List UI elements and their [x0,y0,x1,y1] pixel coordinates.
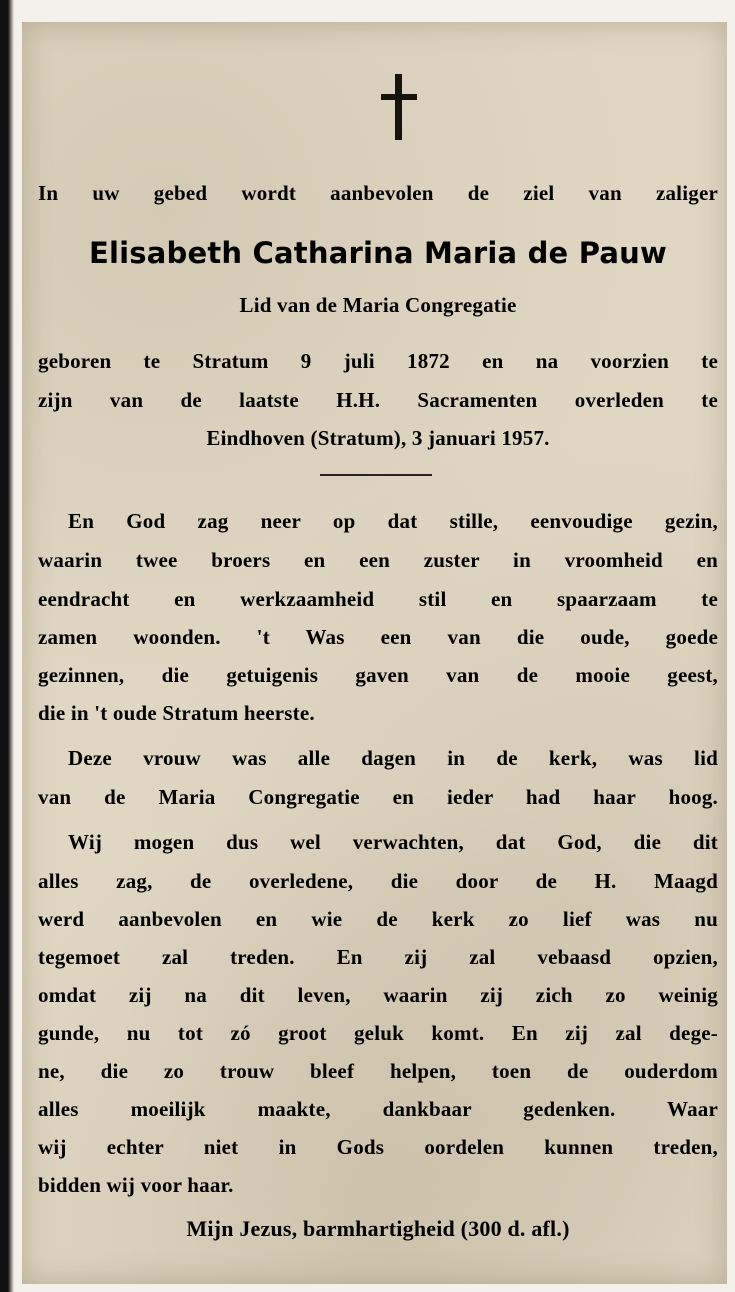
deceased-name: Elisabeth Catharina Maria de Pauw [89,236,667,270]
paragraph-line: gunde, nu tot zó groot geluk komt. En zij zal dege- [38,1021,718,1045]
paragraph-line: eendracht en werkzaamheid stil en spaarzaam te [38,587,718,611]
birth-line: zijn van de laatste H.H. Sacramenten overleden te [38,388,718,412]
paragraph-line: gezinnen, die getuigenis gaven van de mooie geest, [38,663,718,687]
paragraph-line: Wij mogen dus wel verwachten, dat God, die dit [68,830,718,854]
paragraph-line: van de Maria Congregatie en ieder had haar hoog. [38,785,718,809]
paragraph-line: Deze vrouw was alle dagen in de kerk, was lid [68,746,718,770]
divider-rule [320,474,432,476]
paragraph-line: tegemoet zal treden. En zij zal vebaasd opzien, [38,945,718,969]
paragraph-line: omdat zij na dit leven, waarin zij zich zo weinig [38,983,718,1007]
paragraph-line: die in 't oude Stratum heerste. [38,701,315,725]
paragraph-line: zamen woonden. 't Was een van die oude, goede [38,625,718,649]
intro-line: In uw gebed wordt aanbevolen de ziel van zaliger [38,181,718,205]
paragraph-line: werd aanbevolen en wie de kerk zo lief was nu [38,907,718,931]
cross-icon [379,72,419,142]
paragraph-line: En God zag neer op dat stille, eenvoudige gezin, [68,509,718,533]
paragraph-line: bidden wij voor haar. [38,1173,234,1197]
paragraph-line: waarin twee broers en een zuster in vroomheid en [38,548,718,572]
paragraph-line: alles zag, de overledene, die door de H. Maagd [38,869,718,893]
closing-prayer: Mijn Jezus, barmhartigheid (300 d. afl.) [186,1216,570,1241]
paragraph-line: wij echter niet in Gods oordelen kunnen treden, [38,1135,718,1159]
birth-line: Eindhoven (Stratum), 3 januari 1957. [206,426,550,450]
memorial-card [22,22,727,1284]
paragraph-line: alles moeilijk maakte, dankbaar gedenken. Waar [38,1097,718,1121]
birth-line: geboren te Stratum 9 juli 1872 en na voorzien te [38,349,718,373]
left-edge-shadow [0,0,14,1292]
paragraph-line: ne, die zo trouw bleef helpen, toen de ouderdom [38,1059,718,1083]
role-line: Lid van de Maria Congregatie [239,293,517,317]
